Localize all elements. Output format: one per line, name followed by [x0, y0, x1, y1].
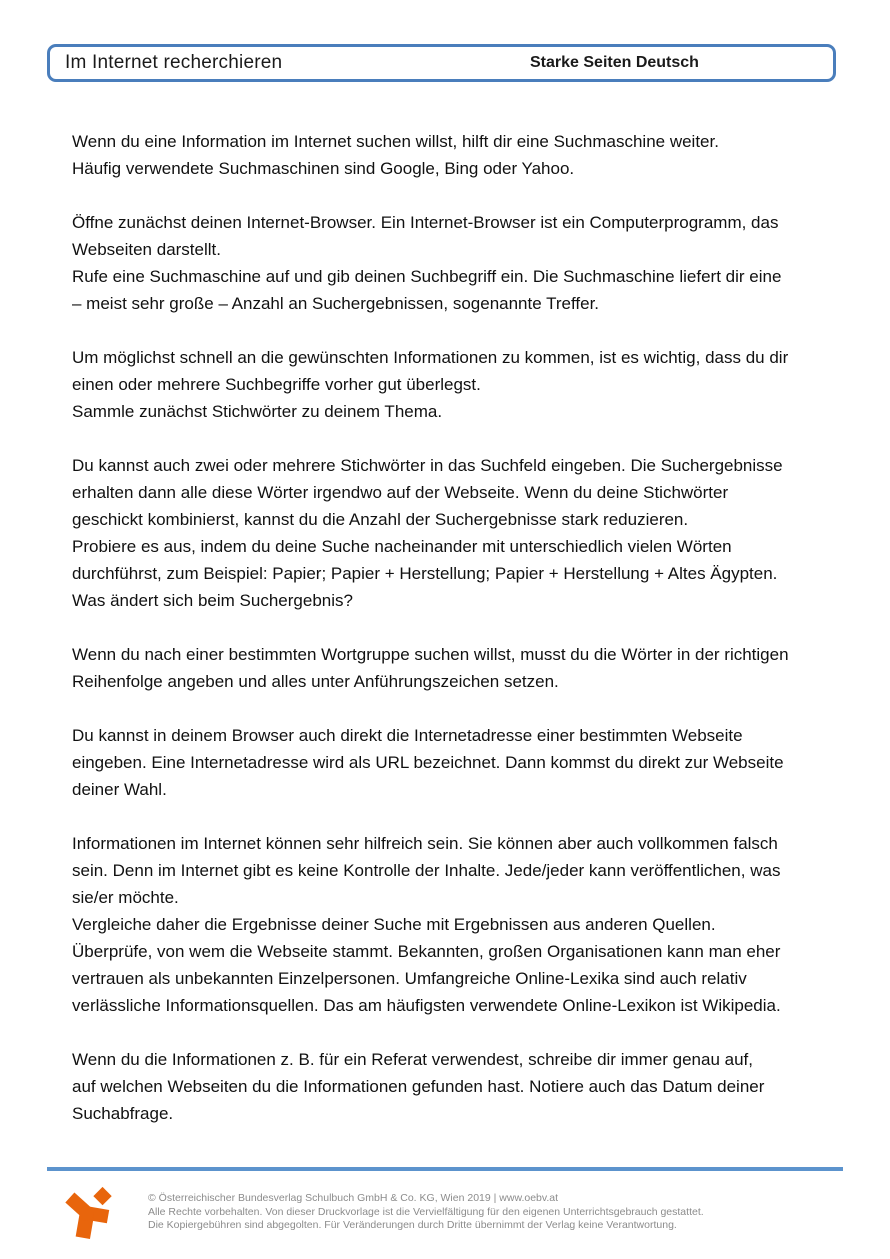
worksheet-header	[47, 44, 836, 82]
text-line: sein. Denn im Internet gibt es keine Kontrolle der Inhalte. Jede/jeder kann veröffentlichen, was	[72, 861, 781, 880]
paragraph	[72, 830, 842, 1019]
paragraph	[72, 722, 842, 803]
series-label: Starke Seiten Deutsch	[530, 54, 699, 71]
paragraph	[72, 344, 842, 425]
text-line: verlässliche Informationsquellen. Das am häufigsten verwendete Online-Lexikon ist Wikipedia.	[72, 996, 781, 1015]
text-line: Wenn du nach einer bestimmten Wortgruppe suchen willst, musst du die Wörter in der richtigen	[72, 645, 789, 664]
text-line: Wenn du eine Information im Internet suchen willst, hilft dir eine Suchmaschine weiter.	[72, 132, 719, 151]
text-line: Suchabfrage.	[72, 1104, 174, 1123]
text-line: erhalten dann alle diese Wörter irgendwo auf der Webseite. Wenn du deine Stichwörter	[72, 483, 729, 502]
text-line: Um möglichst schnell an die gewünschten Informationen zu kommen, ist es wichtig, dass du dir	[72, 348, 789, 367]
text-line: Du kannst in deinem Browser auch direkt die Internetadresse einer bestimmten Webseite	[72, 726, 743, 745]
text-line: vertrauen als unbekannten Einzelpersonen. Umfangreiche Online-Lexika sind auch relativ	[72, 969, 747, 988]
text-line: deiner Wahl.	[72, 780, 167, 799]
text-line: – meist sehr große – Anzahl an Suchergebnissen, sogenannte Treffer.	[72, 294, 600, 313]
oebv-asterisk-logo-icon	[60, 1184, 118, 1244]
paragraph	[72, 1046, 842, 1127]
text-line: sie/er möchte.	[72, 888, 179, 907]
text-line: Webseiten darstellt.	[72, 240, 221, 259]
text-line: Probiere es aus, indem du deine Suche nacheinander mit unterschiedlich vielen Wörten	[72, 537, 732, 556]
imprint-line: © Österreichischer Bundesverlag Schulbuch GmbH & Co. KG, Wien 2019 | www.oebv.at	[148, 1192, 559, 1204]
text-line: Öffne zunächst deinen Internet-Browser. Ein Internet-Browser ist ein Computerprogramm, das	[72, 213, 779, 232]
text-line: Vergleiche daher die Ergebnisse deiner Suche mit Ergebnissen aus anderen Quellen.	[72, 915, 716, 934]
text-line: auf welchen Webseiten du die Informationen gefunden hast. Notiere auch das Datum deiner	[72, 1077, 765, 1096]
text-line: einen oder mehrere Suchbegriffe vorher gut überlegst.	[72, 375, 481, 394]
paragraph	[72, 641, 842, 695]
text-line: Informationen im Internet können sehr hilfreich sein. Sie können aber auch vollkommen falsch	[72, 834, 778, 853]
imprint-line: Alle Rechte vorbehalten. Von dieser Druckvorlage ist die Vervielfältigung für den eigenen Unterrichtsgebrauch gestattet.	[148, 1205, 704, 1218]
paragraph	[72, 128, 842, 182]
text-line: Überprüfe, von wem die Webseite stammt. Bekannten, großen Organisationen kann man eher	[72, 942, 781, 961]
body-text	[72, 128, 842, 1127]
text-line: Reihenfolge angeben und alles unter Anführungszeichen setzen.	[72, 672, 559, 691]
text-line: Häufig verwendete Suchmaschinen sind Google, Bing oder Yahoo.	[72, 159, 575, 178]
text-line: durchführst, zum Beispiel: Papier; Papier + Herstellung; Papier + Herstellung + Altes Ägypten.	[72, 564, 778, 583]
text-line: Wenn du die Informationen z. B. für ein Referat verwendest, schreibe dir immer genau auf,	[72, 1050, 753, 1069]
imprint-line: Die Kopiergebühren sind abgegolten. Für Veränderungen durch Dritte übernimmt der Verlag keine Verantwortung.	[148, 1219, 677, 1231]
text-line: Sammle zunächst Stichwörter zu deinem Thema.	[72, 402, 443, 421]
text-line: eingeben. Eine Internetadresse wird als URL bezeichnet. Dann kommst du direkt zur Webseite	[72, 753, 784, 772]
text-line: Rufe eine Suchmaschine auf und gib deinen Suchbegriff ein. Die Suchmaschine liefert dir eine	[72, 267, 782, 286]
footer-imprint	[148, 1192, 704, 1233]
text-line: geschickt kombinierst, kannst du die Anzahl der Suchergebnisse stark reduzieren.	[72, 510, 689, 529]
paragraph	[72, 209, 842, 317]
text-line: Du kannst auch zwei oder mehrere Stichwörter in das Suchfeld eingeben. Die Suchergebnisse	[72, 456, 783, 475]
text-line: Was ändert sich beim Suchergebnis?	[72, 591, 353, 610]
paragraph	[72, 452, 842, 614]
footer-divider	[47, 1167, 843, 1171]
page-title: Im Internet recherchieren	[65, 52, 283, 73]
